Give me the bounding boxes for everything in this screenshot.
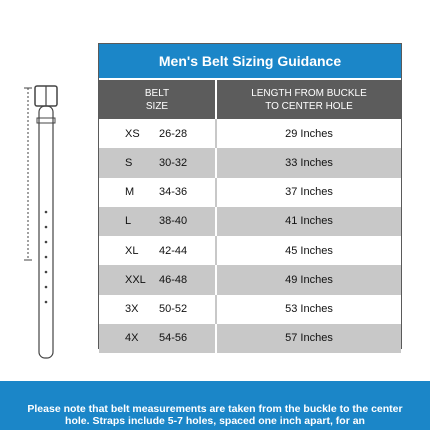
table-row [99, 119, 401, 148]
header-size-line2: SIZE [145, 100, 169, 112]
measurement-note-text: Please note that belt measurements are taken from the buckle to the center hole. Straps include 5-7 holes, spaced one inch apart, for an [27, 403, 403, 427]
size-range: 46-48 [159, 273, 188, 286]
size-range: 54-56 [159, 332, 188, 345]
size-label: M [125, 186, 135, 199]
table-row [99, 178, 401, 207]
length-value: 37 Inches [285, 186, 333, 199]
table-body [99, 119, 401, 353]
size-label: XL [125, 244, 139, 257]
table-row [99, 236, 401, 265]
belt-illustration [20, 84, 70, 364]
size-label: L [125, 215, 132, 228]
belt-sizing-table [98, 43, 402, 349]
length-value: 53 Inches [285, 303, 333, 316]
size-range: 34-36 [159, 186, 188, 199]
size-range: 50-52 [159, 303, 188, 316]
belt-icon [20, 84, 70, 364]
length-value: 49 Inches [285, 273, 333, 286]
measurement-note [0, 381, 430, 430]
table-row [99, 265, 401, 294]
table-header-row [99, 80, 401, 119]
header-length [217, 80, 401, 119]
table-title: Men's Belt Sizing Guidance [99, 44, 401, 80]
length-value: 45 Inches [285, 244, 333, 257]
size-label: 4X [125, 332, 139, 345]
size-label: 3X [125, 303, 139, 316]
size-range: 30-32 [159, 156, 188, 169]
header-length-line2: TO CENTER HOLE [265, 100, 353, 112]
table-row [99, 207, 401, 236]
header-length-line1: LENGTH FROM BUCKLE [251, 87, 367, 99]
length-value: 57 Inches [285, 332, 333, 345]
header-size-line1: BELT [144, 87, 170, 99]
size-range: 26-28 [159, 127, 188, 140]
size-label: S [125, 156, 133, 169]
table-row [99, 295, 401, 324]
size-label: XXL [125, 273, 146, 286]
length-value: 33 Inches [285, 156, 333, 169]
table-row [99, 148, 401, 177]
size-range: 42-44 [159, 244, 188, 257]
size-range: 38-40 [159, 215, 188, 228]
header-belt-size [99, 80, 215, 119]
length-value: 29 Inches [285, 127, 333, 140]
length-value: 41 Inches [285, 215, 333, 228]
size-label: XS [125, 127, 140, 140]
table-row [99, 324, 401, 353]
